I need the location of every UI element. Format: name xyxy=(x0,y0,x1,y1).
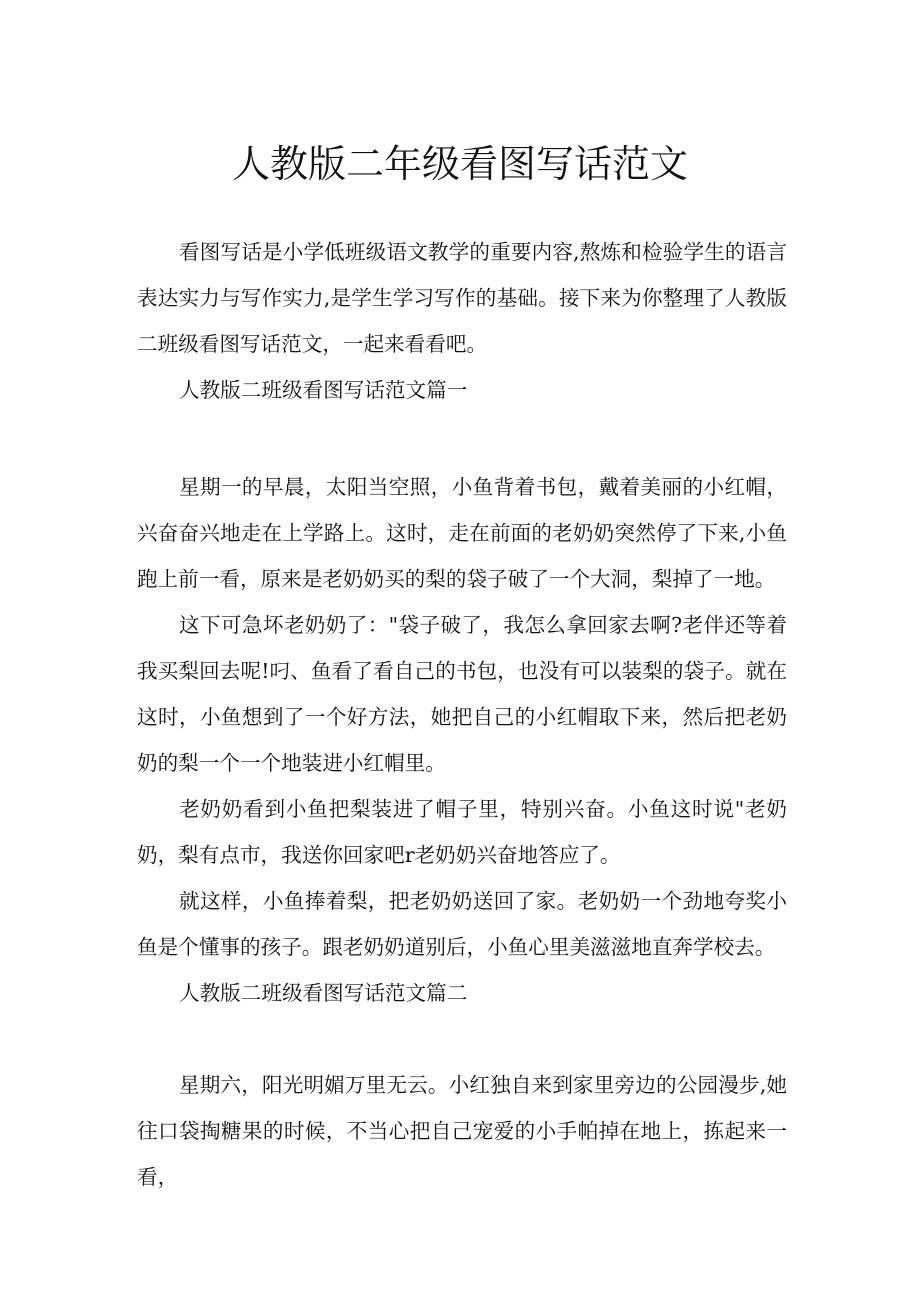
section-heading-1: 人教版二班级看图写话范文篇一 xyxy=(179,378,468,402)
intro-paragraph: 看图写话是小学低班级语文教学的重要内容,熬炼和检验学生的语言表达实力与写作实力,是学生学习写作的基础。接下来为你整理了人教版二班级看图写话范文，一起来看看吧。 xyxy=(137,240,787,356)
page-title: 人教版二年级看图写话范文 xyxy=(231,142,688,186)
section1-paragraph-1: 星期一的早晨，太阳当空照，小鱼背着书包，戴着美丽的小红帽，兴奋奋兴地走在上学路上。这时，走在前面的老奶奶突然停了下来,小鱼跑上前一看，原来是老奶奶买的梨的袋子破了一个大洞，梨掉了一地。 xyxy=(137,475,787,591)
section1-paragraph-2: 这下可急坏老奶奶了："袋子破了，我怎么拿回家去啊?老伴还等着我买梨回去呢!叼、鱼看了看自己的书包，也没有可以装梨的袋子。就在这时，小鱼想到了一个好方法，她把自己的小红帽取下来，然后把老奶奶的梨一个一个地装进小红帽里。 xyxy=(137,613,787,775)
section-heading-2: 人教版二班级看图写话范文篇二 xyxy=(179,981,468,1005)
section2-paragraph-1: 星期六，阳光明媚万里无云。小红独自来到家里旁边的公园漫步,她往口袋掏糖果的时候，不当心把自己宠爱的小手帕掉在地上，拣起来一看， xyxy=(137,1073,787,1189)
section1-paragraph-3: 老奶奶看到小鱼把梨装进了帽子里，特别兴奋。小鱼这时说"老奶奶，梨有点市，我送你回家吧r老奶奶兴奋地答应了。 xyxy=(137,797,787,867)
section1-paragraph-4: 就这样，小鱼捧着梨，把老奶奶送回了家。老奶奶一个劲地夸奖小鱼是个懂事的孩子。跟老奶奶道别后，小鱼心里美滋滋地直奔学校去。 xyxy=(137,889,787,959)
